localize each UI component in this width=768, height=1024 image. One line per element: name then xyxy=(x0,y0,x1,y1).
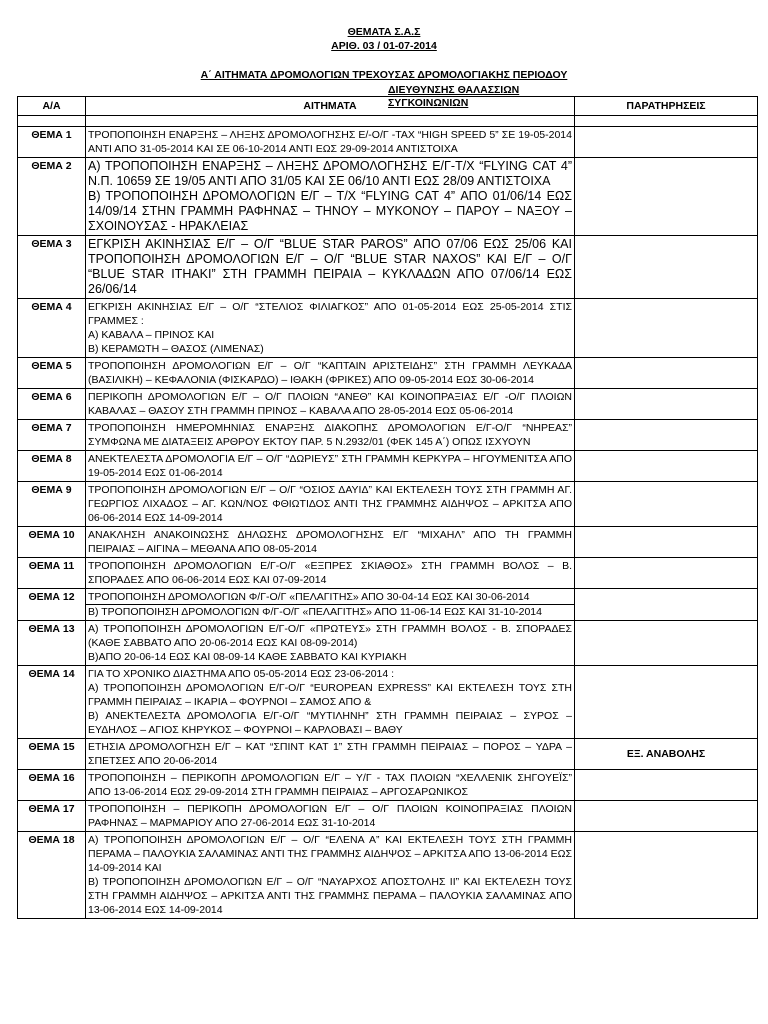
topic-number: ΘΕΜΑ 13 xyxy=(18,621,86,666)
table-row xyxy=(18,482,758,527)
request-description xyxy=(86,420,575,451)
table-header-row xyxy=(18,97,758,116)
document-number: ΑΡΙΘ. 03 / 01-07-2014 xyxy=(331,40,437,52)
topic-number: ΘΕΜΑ 6 xyxy=(18,389,86,420)
topic-number: ΘΕΜΑ 1 xyxy=(18,127,86,158)
remarks-cell xyxy=(575,832,758,919)
request-text-part: ΤΡΟΠΟΠΟΙΗΣΗ ΕΝΑΡΞΗΣ – ΛΗΞΗΣ ΔΡΟΜΟΛΟΓΗΣΗΣ Ε/-Ο/Γ -ΤΑΧ “HIGH SPEED 5” ΣΕ 19-05-2014 ΑΝΤΙ ΑΠΟ 31-05-2014 ΚΑΙ ΣΕ 06-10-2014 ΑΝΤΙ ΕΩΣ 29-09-2014 ΑΝΤΙΣΤΟΙΧΑ xyxy=(88,129,572,155)
remarks-cell xyxy=(575,451,758,482)
remarks-cell xyxy=(575,801,758,832)
table-row xyxy=(18,558,758,589)
request-text-part: Β) ΑΝΕΚΤΕΛΕΣΤΑ ΔΡΟΜΟΛΟΓΙΑ Ε/Γ-Ο/Γ “ΜΥΤΙΛΗΝΗ” ΣΤΗ ΓΡΑΜΜΗ ΠΕΙΡΑΙΑΣ – ΣΥΡΟΣ – ΕΥΔΗΛΟΣ – ΑΓΙΟΣ ΚΗΡΥΚΟΣ – ΦΟΥΡΝΟΙ – ΚΑΡΛΟΒΑΣΙ – ΒΑΘΥ xyxy=(88,710,572,736)
topic-number: ΘΕΜΑ 5 xyxy=(18,358,86,389)
request-text-part: Β) ΤΡΟΠΟΠΟΙΗΣΗ ΔΡΟΜΟΛΟΓΙΩΝ Ε/Γ – Ο/Γ “ΝΑΥΑΡΧΟΣ ΑΠΟΣΤΟΛΗΣ ΙΙ” ΚΑΙ ΕΚΤΕΛΕΣΗ ΤΟΥΣ ΣΤΗ ΓΡΑΜΜΗ ΑΙΔΗΨΟΣ – ΑΡΚΙΤΣΑ ΑΝΤΙ ΤΗΣ ΓΡΑΜΜΗΣ ΠΕΡΑΜΑ – ΠΑΛΟΥΚΙΑ ΣΑΛΑΜΙΝΑΣ ΑΠΟ 13-06-2014 ΕΩΣ 14-09-2014 xyxy=(88,876,572,916)
table-row xyxy=(18,527,758,558)
request-text-part: ΑΝΑΚΛΗΣΗ ΑΝΑΚΟΙΝΩΣΗΣ ΔΗΛΩΣΗΣ ΔΡΟΜΟΛΟΓΗΣΗΣ Ε/Γ “ΜΙΧΑΗΛ” ΑΠΟ ΤΗ ΓΡΑΜΜΗ ΠΕΙΡΑΙΑΣ – ΑΙΓΙΝΑ – ΜΕΘΑΝΑ ΑΠΟ 08-05-2014 xyxy=(88,529,572,555)
request-text-part: Α) ΤΡΟΠΟΠΟΙΗΣΗ ΔΡΟΜΟΛΟΓΙΩΝ Ε/Γ – Ο/Γ “ΕΛΕΝΑ Α” ΚΑΙ ΕΚΤΕΛΕΣΗ ΤΟΥΣ ΣΤΗ ΓΡΑΜΜΗ ΠΕΡΑΜΑ – ΠΑΛΟΥΚΙΑ ΣΑΛΑΜΙΝΑΣ ΑΝΤΙ ΤΗΣ ΓΡΑΜΜΗΣ ΑΙΔΗΨΟΣ – ΑΡΚΙΤΣΑ ΑΠΟ 13-06-2014 ΕΩΣ 14-09-2014 ΚΑΙ xyxy=(88,834,572,874)
request-text-part: Α) ΤΡΟΠΟΠΟΙΗΣΗ ΕΝΑΡΞΗΣ – ΛΗΞΗΣ ΔΡΟΜΟΛΟΓΗΣΗΣ Ε/Γ-Τ/Χ “FLYING CAT 4” Ν.Π. 10659 ΣΕ 19/05 ΑΝΤΙ ΑΠΟ 31/05 ΚΑΙ ΣΕ 06/10 ΑΝΤΙ ΕΩΣ 28/09 ΑΝΤΙΣΤΟΙΧΑ xyxy=(88,159,572,188)
request-description xyxy=(86,158,575,236)
table-row xyxy=(18,801,758,832)
request-text-part: ΤΡΟΠΟΠΟΙΗΣΗ – ΠΕΡΙΚΟΠΗ ΔΡΟΜΟΛΟΓΙΩΝ Ε/Γ – Ο/Γ ΠΛΟΙΩΝ ΚΟΙΝΟΠΡΑΞΙΑΣ ΠΛΟΙΩΝ ΡΑΦΗΝΑΣ – ΜΑΡΜΑΡΙΟΥ ΑΠΟ 27-06-2014 ΕΩΣ 31-10-2014 xyxy=(88,803,572,829)
table-row xyxy=(18,589,758,621)
remarks-cell xyxy=(575,299,758,358)
table-body xyxy=(18,127,758,919)
table-spacer-row xyxy=(18,116,758,127)
topic-number: ΘΕΜΑ 8 xyxy=(18,451,86,482)
request-text-part: Β)ΑΠΟ 20-06-14 ΕΩΣ ΚΑΙ 08-09-14 ΚΑΘΕ ΣΑΒΒΑΤΟ ΚΑΙ ΚΥΡΙΑΚΗ xyxy=(88,651,407,663)
request-text-part: ΤΡΟΠΟΠΟΙΗΣΗ ΔΡΟΜΟΛΟΓΙΩΝ Ε/Γ – Ο/Γ “ΟΣΙΟΣ ΔΑΥΙΔ” ΚΑΙ ΕΚΤΕΛΕΣΗ ΤΟΥΣ ΣΤΗ ΓΡΑΜΜΗ ΑΓ. ΓΕΩΡΓΙΟΣ ΛΙΧΑΔΟΣ – ΑΓ. ΚΩΝ/ΝΟΣ ΦΘΙΩΤΙΔΟΣ ΑΝΤΙ ΤΗΣ ΓΡΑΜΜΗΣ ΑΙΔΗΨΟΣ – ΑΡΚΙΤΣΑ ΑΠΟ 06-06-2014 ΕΩΣ 14-09-2014 xyxy=(88,484,572,524)
topic-number: ΘΕΜΑ 4 xyxy=(18,299,86,358)
section-title: Α΄ ΑΙΤΗΜΑΤΑ ΔΡΟΜΟΛΟΓΙΩΝ ΤΡΕΧΟΥΣΑΣ ΔΡΟΜΟΛΟΓΙΑΚΗΣ ΠΕΡΙΟΔΟΥ xyxy=(200,69,568,81)
table-row xyxy=(18,358,758,389)
request-text-part: ΕΓΚΡΙΣΗ ΑΚΙΝΗΣΙΑΣ Ε/Γ – Ο/Γ “ΣΤΕΛΙΟΣ ΦΙΛΙΑΓΚΟΣ” ΑΠΟ 01-05-2014 ΕΩΣ 25-05-2014 ΣΤΙΣ ΓΡΑΜΜΕΣ : xyxy=(88,301,572,327)
remarks-cell xyxy=(575,158,758,236)
table-row xyxy=(18,832,758,919)
request-description xyxy=(86,389,575,420)
request-description xyxy=(86,832,575,919)
topic-number: ΘΕΜΑ 12 xyxy=(18,589,86,621)
topic-number: ΘΕΜΑ 16 xyxy=(18,770,86,801)
remarks-cell xyxy=(575,389,758,420)
request-text-part: ΕΓΚΡΙΣΗ ΑΚΙΝΗΣΙΑΣ Ε/Γ – Ο/Γ “BLUE STAR PAROS” ΑΠΟ 07/06 ΕΩΣ 25/06 ΚΑΙ ΤΡΟΠΟΠΟΙΗΣΗ ΔΡΟΜΟΛΟΓΙΩΝ Ε/Γ – Ο/Γ “BLUE STAR NAXOS” ΚΑΙ Ε/Γ – Ο/Γ “BLUE STAR ITHAKI” ΣΤΗ ΓΡΑΜΜΗ ΠΕΙΡΑΙΑ – ΚΥΚΛΑΔΩΝ ΑΠΟ 07/06/14 ΕΩΣ 26/06/14 xyxy=(88,237,572,296)
request-text-part: ΤΡΟΠΟΠΟΙΗΣΗ ΔΡΟΜΟΛΟΓΙΩΝ Φ/Γ-Ο/Γ «ΠΕΛΑΓΙΤΗΣ» ΑΠΟ 30-04-14 ΕΩΣ ΚΑΙ 30-06-2014 xyxy=(88,591,530,603)
remarks-cell: ΕΞ. ΑΝΑΒΟΛΗΣ xyxy=(575,739,758,770)
request-description xyxy=(86,558,575,589)
table-row xyxy=(18,299,758,358)
request-text-part: ΑΝΕΚΤΕΛΕΣΤΑ ΔΡΟΜΟΛΟΓΙΑ Ε/Γ – Ο/Γ “ΔΩΡΙΕΥΣ” ΣΤΗ ΓΡΑΜΜΗ ΚΕΡΚΥΡΑ – ΗΓΟΥΜΕΝΙΤΣΑ ΑΠΟ 19-05-2014 ΕΩΣ 01-06-2014 xyxy=(88,453,572,479)
remarks-cell xyxy=(575,482,758,527)
request-description xyxy=(86,801,575,832)
request-text-part: Α) ΤΡΟΠΟΠΟΙΗΣΗ ΔΡΟΜΟΛΟΓΙΩΝ Ε/Γ-Ο/Γ «ΠΡΩΤΕΥΣ» ΣΤΗ ΓΡΑΜΜΗ ΒΟΛΟΣ - Β. ΣΠΟΡΑΔΕΣ (ΚΑΘΕ ΣΑΒΒΑΤΟ ΑΠΟ 20-06-2014 ΕΩΣ ΚΑΙ 08-09-2014) xyxy=(88,623,572,649)
request-description xyxy=(86,236,575,299)
request-description xyxy=(86,299,575,358)
request-description xyxy=(86,527,575,558)
request-text-part: Α) ΚΑΒΑΛΑ – ΠΡΙΝΟΣ ΚΑΙ xyxy=(88,329,215,341)
request-description xyxy=(86,358,575,389)
document-title: ΘΕΜΑΤΑ Σ.Α.Σ xyxy=(347,26,421,38)
request-text-part: ΤΡΟΠΟΠΟΙΗΣΗ – ΠΕΡΙΚΟΠΗ ΔΡΟΜΟΛΟΓΙΩΝ Ε/Γ – Υ/Γ - ΤΑΧ ΠΛΟΙΩΝ “ΧΕΛΛΕΝΙΚ ΣΗΓΟΥΕΪΣ” ΑΠΟ 13-06-2014 ΕΩΣ 29-09-2014 ΣΤΗ ΓΡΑΜΜΗ ΠΕΙΡΑΙΑΣ – ΑΡΓΟΣΑΡΩΝΙΚΟΣ xyxy=(88,772,572,798)
topic-number: ΘΕΜΑ 18 xyxy=(18,832,86,919)
table-row xyxy=(18,739,758,770)
topic-number: ΘΕΜΑ 10 xyxy=(18,527,86,558)
column-header-requests: ΑΙΤΗΜΑΤΑ xyxy=(86,97,575,116)
remarks-cell xyxy=(575,589,758,621)
table-row xyxy=(18,621,758,666)
request-description xyxy=(86,127,575,158)
request-description xyxy=(86,451,575,482)
request-text-part: ΤΡΟΠΟΠΟΙΗΣΗ ΗΜΕΡΟΜΗΝΙΑΣ ΕΝΑΡΞΗΣ ΔΙΑΚΟΠΗΣ ΔΡΟΜΟΛΟΓΙΩΝ Ε/Γ-Ο/Γ “ΝΗΡΕΑΣ” ΣΥΜΦΩΝΑ ΜΕ ΔΙΑΤΑΞΕΙΣ ΑΡΘΡΟΥ ΕΚΤΟΥ ΠΑΡ. 5 Ν.2932/01 (ΦΕΚ 145 Α΄) ΟΠΩΣ ΙΣΧΥΟΥΝ xyxy=(88,422,572,448)
request-description xyxy=(86,621,575,666)
remarks-cell xyxy=(575,770,758,801)
table-row xyxy=(18,236,758,299)
remarks-cell xyxy=(575,527,758,558)
request-description xyxy=(86,666,575,739)
topic-number: ΘΕΜΑ 11 xyxy=(18,558,86,589)
table-row xyxy=(18,389,758,420)
table-row xyxy=(18,770,758,801)
column-header-notes: ΠΑΡΑΤΗΡΗΣΕΙΣ xyxy=(575,97,758,116)
request-text-part: Α) ΤΡΟΠΟΠΟΙΗΣΗ ΔΡΟΜΟΛΟΓΙΩΝ Ε/Γ-Ο/Γ “EUROPEAN EXPRESS” ΚΑΙ ΕΚΤΕΛΕΣΗ ΤΟΥΣ ΣΤΗ ΓΡΑΜΜΗ ΠΕΙΡΑΙΑΣ – ΙΚΑΡΙΑ – ΦΟΥΡΝΟΙ – ΣΑΜΟΣ ΑΠΟ & xyxy=(88,682,572,708)
column-header-aa: Α/Α xyxy=(18,97,86,116)
request-text-part: ΤΡΟΠΟΠΟΙΗΣΗ ΔΡΟΜΟΛΟΓΙΩΝ Ε/Γ-Ο/Γ «ΕΞΠΡΕΣ ΣΚΙΑΘΟΣ» ΣΤΗ ΓΡΑΜΜΗ ΒΟΛΟΣ – Β. ΣΠΟΡΑΔΕΣ ΑΠΟ 06-06-2014 ΕΩΣ ΚΑΙ 07-09-2014 xyxy=(88,560,572,586)
remarks-cell xyxy=(575,558,758,589)
remarks-cell xyxy=(575,127,758,158)
remarks-cell xyxy=(575,236,758,299)
directorate-title: ΔΙΕΥΘΥΝΣΗΣ ΘΑΛΑΣΣΙΩΝ ΣΥΓΚΟΙΝΩΝΙΩΝ xyxy=(388,84,520,109)
topic-number: ΘΕΜΑ 3 xyxy=(18,236,86,299)
table-row xyxy=(18,451,758,482)
request-text-part: ΕΤΗΣΙΑ ΔΡΟΜΟΛΟΓΗΣΗ Ε/Γ – ΚΑΤ “ΣΠΙΝΤ ΚΑΤ 1” ΣΤΗ ΓΡΑΜΜΗ ΠΕΙΡΑΙΑΣ – ΠΟΡΟΣ – ΥΔΡΑ – ΣΠΕΤΣΕΣ ΑΠΟ 20-06-2014 xyxy=(88,741,572,767)
request-text-part: Β) ΤΡΟΠΟΠΟΙΗΣΗ ΔΡΟΜΟΛΟΓΙΩΝ Φ/Γ-Ο/Γ «ΠΕΛΑΓΙΤΗΣ» ΑΠΟ 11-06-14 ΕΩΣ ΚΑΙ 31-10-2014 xyxy=(86,604,574,619)
table-row xyxy=(18,127,758,158)
topic-number: ΘΕΜΑ 9 xyxy=(18,482,86,527)
request-description xyxy=(86,482,575,527)
remarks-cell xyxy=(575,621,758,666)
request-description xyxy=(86,589,575,621)
remarks-cell xyxy=(575,666,758,739)
topic-number: ΘΕΜΑ 7 xyxy=(18,420,86,451)
table-row xyxy=(18,420,758,451)
table-row xyxy=(18,158,758,236)
topic-number: ΘΕΜΑ 14 xyxy=(18,666,86,739)
topic-number: ΘΕΜΑ 17 xyxy=(18,801,86,832)
request-text-part: Β) ΤΡΟΠΟΠΟΙΗΣΗ ΔΡΟΜΟΛΟΓΙΩΝ Ε/Γ – Τ/Χ “FLYING CAT 4” ΑΠΟ 01/06/14 ΕΩΣ 14/09/14 ΣΤΗΝ ΓΡΑΜΜΗ ΡΑΦΗΝΑΣ – ΤΗΝΟΥ – ΜΥΚΟΝΟΥ – ΠΑΡΟΥ – ΝΑΞΟΥ – ΣΧΟΙΝΟΥΣΑΣ - ΗΡΑΚΛΕΙΑΣ xyxy=(88,189,572,233)
topic-number: ΘΕΜΑ 2 xyxy=(18,158,86,236)
request-text-part: Β) ΚΕΡΑΜΩΤΗ – ΘΑΣΟΣ (ΛΙΜΕΝΑΣ) xyxy=(88,343,264,355)
remarks-cell xyxy=(575,358,758,389)
table-row xyxy=(18,666,758,739)
topic-number: ΘΕΜΑ 15 xyxy=(18,739,86,770)
request-text-part: ΠΕΡΙΚΟΠΗ ΔΡΟΜΟΛΟΓΙΩΝ Ε/Γ – Ο/Γ ΠΛΟΙΩΝ “ΑΝΕΘ” ΚΑΙ ΚΟΙΝΟΠΡΑΞΙΑΣ Ε/Γ -Ο/Γ ΠΛΟΙΩΝ ΚΑΒΑΛΑΣ – ΘΑΣΟΥ ΣΤΗ ΓΡΑΜΜΗ ΠΡΙΝΟΣ – ΚΑΒΑΛΑ ΑΠΟ 28-05-2014 ΕΩΣ 05-06-2014 xyxy=(88,391,572,417)
request-description xyxy=(86,770,575,801)
requests-table xyxy=(17,96,758,919)
request-text-part: ΤΡΟΠΟΠΟΙΗΣΗ ΔΡΟΜΟΛΟΓΙΩΝ Ε/Γ – Ο/Γ “ΚΑΠΤΑΙΝ ΑΡΙΣΤΕΙΔΗΣ” ΣΤΗ ΓΡΑΜΜΗ ΛΕΥΚΑΔΑ (ΒΑΣΙΛΙΚΗ) – ΚΕΦΑΛΟΝΙΑ (ΦΙΣΚΑΡΔΟ) – ΙΘΑΚΗ (ΦΡΙΚΕΣ) ΑΠΟ 09-05-2014 ΕΩΣ 30-06-2014 xyxy=(88,360,572,386)
request-description xyxy=(86,739,575,770)
request-text-part: ΓΙΑ ΤΟ ΧΡΟΝΙΚΟ ΔΙΑΣΤΗΜΑ ΑΠΟ 05-05-2014 ΕΩΣ 23-06-2014 : xyxy=(88,668,395,680)
remarks-cell xyxy=(575,420,758,451)
